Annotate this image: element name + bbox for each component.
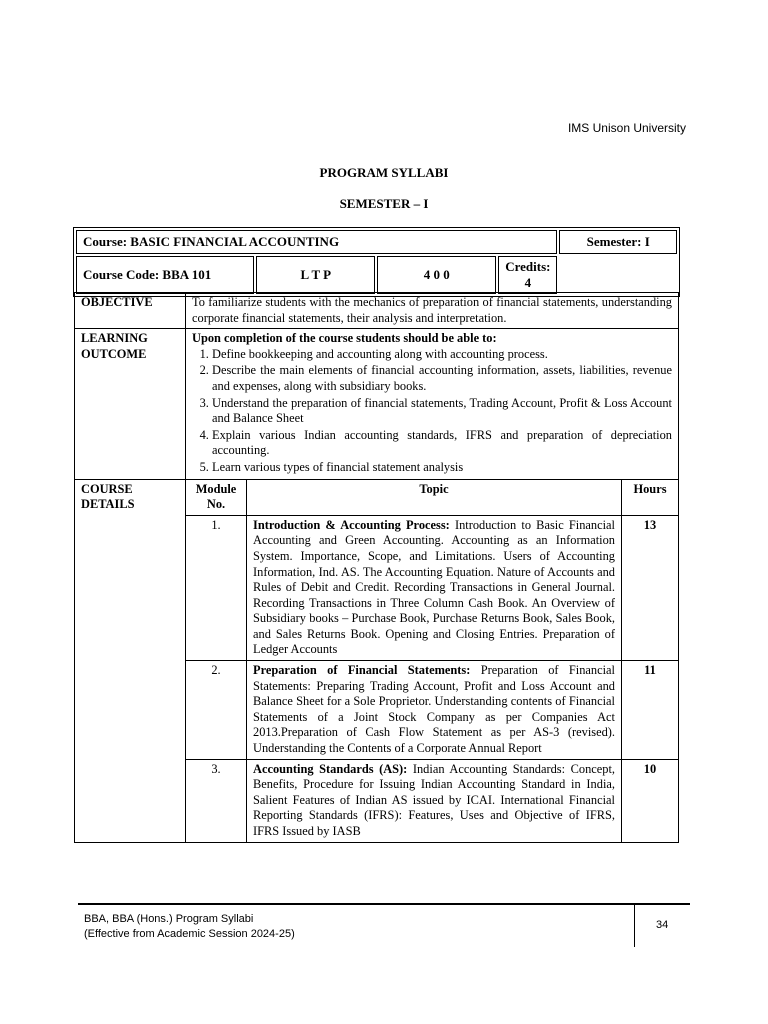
module-description: Indian Accounting Standards: Concept, Benefits, Procedure for Issuing Indian Accounting Standard in India, Salient Features of Indian AS issued by ICAI. International Financial Reporting Standards (IFRS): Features, Uses and Objective of IFRS, IFRS Issued by IASB	[253, 761, 615, 838]
module-number: 1.	[186, 515, 247, 660]
objective-row	[75, 293, 679, 329]
outcome-item: 4. Explain various Indian accounting standards, IFRS and preparation of depreciation accounting.	[212, 428, 672, 459]
module-heading: Accounting Standards (AS):	[253, 761, 408, 776]
module-number: 2.	[186, 661, 247, 760]
topic-column-header: Topic	[247, 479, 622, 515]
module-description: Introduction to Basic Financial Accounting and Green Accounting. Accounting as an Information System. Importance, Scope, and Limitations. Users of Accounting Information, Ind. AS. The Accounting Equation. Nature of Accounts and Rules of Debit and Credit. Recording Transactions in General Journal. Recording Transactions in Three Column Cash Book. An Overview of Subsidiary books – Purchase Book, Purchase Returns Book, Sales Book, and Sales Returns Book. Opening and Closing Entries. Preparation of Ledger Accounts	[253, 517, 615, 657]
course-credits: Credits: 4	[498, 256, 557, 294]
outcome-item: 1. Define bookkeeping and accounting along with accounting process.	[212, 347, 672, 363]
objective-label: OBJECTIVE	[75, 293, 186, 329]
module-hours: 10	[622, 759, 679, 842]
module-topic	[247, 759, 622, 842]
ltp-values: 4 0 0	[377, 256, 496, 294]
learning-outcome-label: LEARNING OUTCOME	[75, 329, 186, 479]
semester-title: SEMESTER – I	[339, 196, 429, 211]
outcome-item: 3. Understand the preparation of financial statements, Trading Account, Profit & Loss Account and Balance Sheet	[212, 396, 672, 427]
syllabus-table	[74, 292, 679, 843]
module-hours: 13	[622, 515, 679, 660]
module-heading: Preparation of Financial Statements:	[253, 663, 471, 678]
learning-outcome-content	[186, 329, 679, 479]
learning-outcome-row	[75, 329, 679, 479]
hours-column-header: Hours	[622, 479, 679, 515]
university-name: IMS Unison University	[567, 121, 686, 135]
outcome-list	[192, 347, 672, 476]
course-code: Course Code: BBA 101	[76, 256, 254, 294]
module-heading: Introduction & Accounting Process:	[253, 517, 450, 532]
footer-session: (Effective from Academic Session 2024-25)	[84, 928, 295, 940]
footer-divider	[78, 903, 690, 905]
course-name: Course: BASIC FINANCIAL ACCOUNTING	[76, 230, 557, 254]
module-description: Preparation of Financial Statements: Preparing Trading Account, Profit and Loss Account and Balance Sheet for a Sole Proprietor. Understanding contents of Financial Statements of a Joint Stock Company as per Companies Act 2013.Preparation of Cash Flow Statement as per AS-3 (revised). Understanding the Contents of a Corporate Annual Report	[253, 663, 615, 756]
module-topic	[247, 661, 622, 760]
module-topic	[247, 515, 622, 660]
footer-program: BBA, BBA (Hons.) Program Syllabi	[84, 913, 254, 925]
ltp-label: L T P	[256, 256, 375, 294]
module-number: 3.	[186, 759, 247, 842]
course-semester: Semester: I	[559, 230, 677, 254]
program-title: PROGRAM SYLLABI	[319, 165, 449, 180]
course-details-header-row	[75, 479, 679, 515]
footer-vertical-divider	[634, 905, 635, 947]
module-column-header: Module No.	[186, 479, 247, 515]
objective-text: To familiarize students with the mechanics of preparation of financial statements, understanding corporate financial statements, their analysis and interpretation.	[186, 293, 679, 329]
outcome-item: 2. Describe the main elements of financial accounting information, assets, liabilities, revenue and expenses, along with subsidiary books.	[212, 363, 672, 394]
outcome-item: 5. Learn various types of financial statement analysis	[212, 460, 672, 476]
course-details-label: COURSE DETAILS	[75, 479, 186, 842]
course-code-row	[76, 256, 677, 294]
page-number: 34	[656, 919, 669, 931]
module-hours: 11	[622, 661, 679, 760]
course-header-row	[76, 230, 677, 254]
learning-outcome-intro: Upon completion of the course students should be able to:	[192, 331, 497, 346]
course-header-table	[73, 227, 680, 297]
